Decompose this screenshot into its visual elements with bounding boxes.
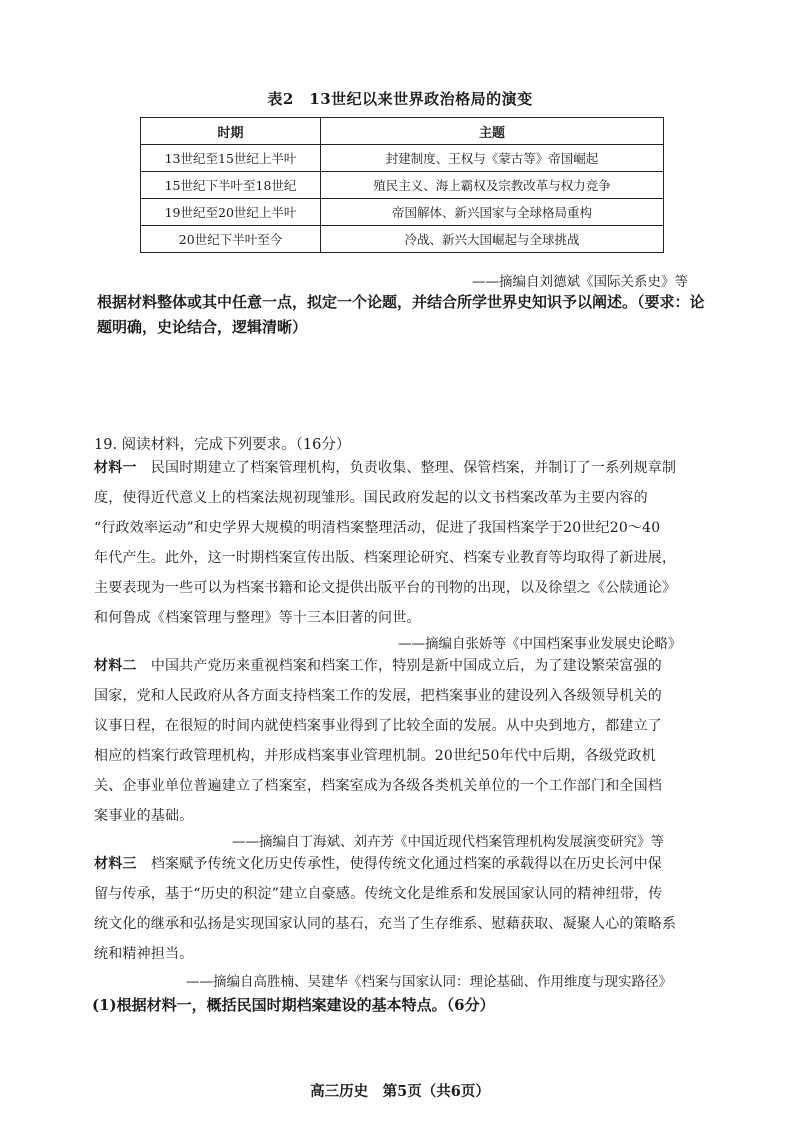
material-3-line: 统和精神担当。 bbox=[94, 946, 194, 962]
material-1-line bbox=[94, 453, 676, 483]
material-3-source: ——摘编自高胜楠、吴建华《档案与国家认同：理论基础、作用维度与现实路径》 bbox=[186, 974, 672, 990]
table-cell-theme: 冷战、新兴大国崛起与全球挑战 bbox=[321, 226, 664, 253]
material-2-line: 关、企事业单位普遍建立了档案室，档案室成为各级各类机关单位的一个工作部门和全国档 bbox=[94, 778, 662, 794]
q18-prompt-line-2: 题明确，史论结合，逻辑清晰） bbox=[97, 318, 308, 336]
sub-question-1: (1)根据材料一，概括民国时期档案建设的基本特点。（6分） bbox=[92, 996, 495, 1014]
material-1-line: 主要表现为一些可以为档案书籍和论文提供出版平台的刊物的出现，以及徐望之《公牍通论》 bbox=[94, 580, 677, 596]
table-cell-period: 19世纪至20世纪上半叶 bbox=[141, 199, 321, 226]
table-row bbox=[141, 199, 664, 226]
table-title: 表2 13世纪以来世界政治格局的演变 bbox=[267, 90, 533, 108]
material-1-source: ——摘编自张娇等《中国档案事业发展史论略》 bbox=[398, 636, 682, 652]
material-2-label: 材料二 bbox=[94, 658, 137, 674]
material-2-line: 议事日程，在很短的时间内就使档案事业得到了比较全面的发展。从中央到地方，都建立了 bbox=[94, 718, 662, 734]
material-2-line bbox=[94, 651, 662, 681]
material-2-line: 案事业的基础。 bbox=[94, 808, 194, 824]
material-3-line: 留与传承，基于“历史的积淀”建立自豪感。传统文化是维系和发展国家认同的精神纽带，传 bbox=[94, 886, 663, 902]
table-cell-theme: 封建制度、王权与《蒙古等》帝国崛起 bbox=[321, 145, 664, 172]
table-header-row bbox=[141, 118, 664, 145]
material-1-text: 民国时期建立了档案管理机构，负责收集、整理、保管档案，并制订了一系列规章制 bbox=[150, 460, 677, 476]
material-2-source: ——摘编自丁海斌、刘卉芳《中国近现代档案管理机构发展演变研究》等 bbox=[232, 834, 664, 850]
question-19-heading: 19. 阅读材料，完成下列要求。（16分） bbox=[94, 437, 351, 453]
material-1-line: 和何鲁成《档案管理与整理》等十三本旧著的问世。 bbox=[94, 610, 421, 626]
material-3-line: 统文化的继承和弘扬是实现国家认同的基石，充当了生存维系、慰藉获取、凝聚人心的策略系 bbox=[94, 916, 677, 932]
table-row bbox=[141, 172, 664, 199]
page-footer: 高三历史 第5页（共6页） bbox=[310, 1083, 490, 1100]
q18-prompt-line-1: 根据材料整体或其中任意一点，拟定一个论题，并结合所学世界史知识予以阐述。（要求：论 bbox=[97, 293, 705, 311]
material-2-text: 中国共产党历来重视档案和档案工作，特别是新中国成立后，为了建设繁荣富强的 bbox=[150, 658, 663, 674]
table-cell-period: 13世纪至15世纪上半叶 bbox=[141, 145, 321, 172]
material-1-line: 年代产生。此外，这一时期档案宣传出版、档案理论研究、档案专业教育等均取得了新进展， bbox=[94, 550, 677, 566]
material-1-line: 度，使得近代意义上的档案法规初现雏形。国民政府发起的以文书档案改革为主要内容的 bbox=[94, 490, 648, 506]
table-cell-theme: 殖民主义、海上霸权及宗教改革与权力竞争 bbox=[321, 172, 664, 199]
material-2-line: 国家，党和人民政府从各方面支持档案工作的发展，把档案事业的建设列入各级领导机关的 bbox=[94, 688, 662, 704]
table-source: ——摘编自刘德斌《国际关系史》等 bbox=[472, 274, 688, 290]
table-header-period: 时期 bbox=[141, 118, 321, 145]
table-cell-period: 20世纪下半叶至今 bbox=[141, 226, 321, 253]
material-1-line: “行政效率运动”和史学界大规模的明清档案整理活动，促进了我国档案学于20世纪20～40 bbox=[94, 520, 661, 536]
material-2-line: 相应的档案行政管理机构，并形成档案事业管理机制。20世纪50年代中后期，各级党政机 bbox=[94, 748, 656, 764]
table-cell-period: 15世纪下半叶至18世纪 bbox=[141, 172, 321, 199]
table-row bbox=[141, 145, 664, 172]
table-row bbox=[141, 226, 664, 253]
table-cell-theme: 帝国解体、新兴国家与全球格局重构 bbox=[321, 199, 664, 226]
era-table bbox=[140, 117, 664, 253]
material-1-label: 材料一 bbox=[94, 460, 137, 476]
material-3-label: 材料三 bbox=[94, 856, 137, 872]
material-3-line bbox=[94, 849, 662, 879]
material-3-text: 档案赋予传统文化历史传承性，使得传统文化通过档案的承载得以在历史长河中保 bbox=[150, 856, 663, 872]
table-header-theme: 主题 bbox=[321, 118, 664, 145]
